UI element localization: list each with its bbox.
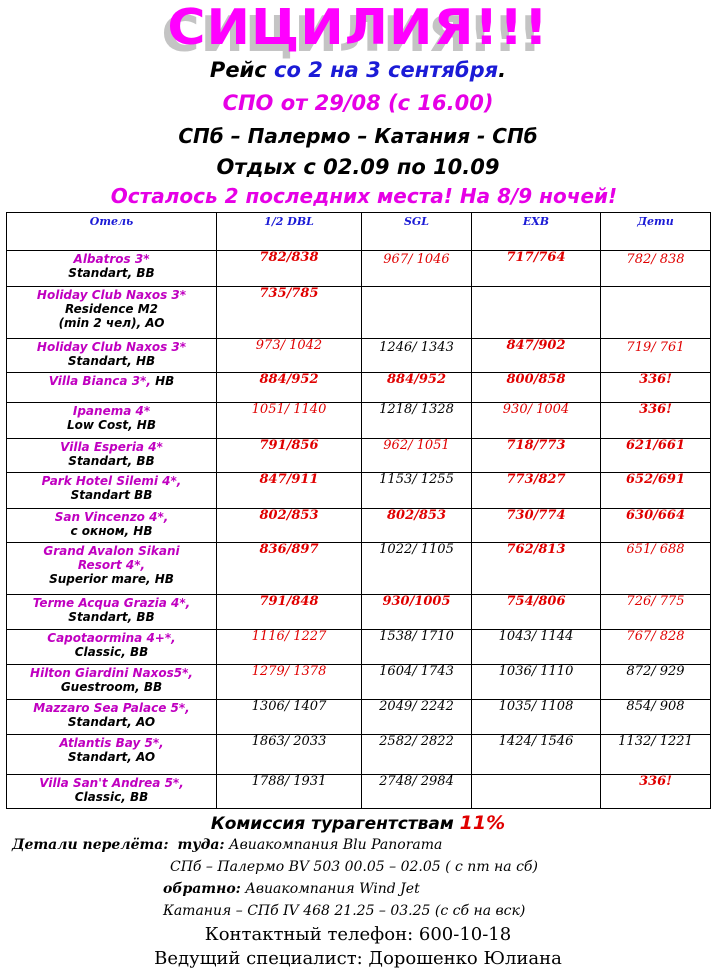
hotel-cell [7, 473, 217, 509]
hotel-name: Villa Esperia 4* [60, 440, 163, 454]
availability-line: Осталось 2 последних места! На 8/9 ночей! [110, 184, 618, 208]
price-kids: 630/664 [601, 509, 711, 543]
stay-dates-line: Отдых с 02.09 по 10.09 [216, 155, 500, 179]
price-exb: 754/806 [472, 595, 601, 630]
commission-percent: 11% [459, 812, 506, 834]
price-dbl: 1306/ 1407 [217, 700, 362, 735]
hotel-room-type: Superior mare, HB [49, 572, 174, 586]
table-header-row [7, 213, 711, 251]
hotel-room-type: Standart BB [70, 488, 153, 502]
table-row [7, 509, 711, 543]
hotel-cell [7, 630, 217, 665]
hotel-cell [7, 373, 217, 403]
price-exb: 762/813 [472, 543, 601, 595]
commission-line [0, 812, 716, 834]
hotel-name: Grand Avalon Sikani Resort 4*, [43, 544, 180, 572]
hotel-name: San Vincenzo 4*, [54, 510, 169, 524]
table-row [7, 373, 711, 403]
hotel-name: Albatros 3* [73, 252, 150, 266]
table-row [7, 775, 711, 809]
table-row [7, 665, 711, 700]
price-sgl: 802/853 [362, 509, 472, 543]
table-row [7, 287, 711, 339]
price-sgl: 2049/ 2242 [362, 700, 472, 735]
table-row [7, 700, 711, 735]
price-dbl: 1788/ 1931 [217, 775, 362, 809]
col-header-exb: EXB [472, 213, 601, 251]
flight-dates-suffix: . [498, 58, 507, 82]
hotel-cell [7, 595, 217, 630]
hotel-name: Holiday Club Naxos 3* [36, 340, 187, 354]
table-row [7, 439, 711, 473]
route-line: СПб – Палермо – Катания - СПб [178, 124, 538, 148]
price-kids: 336! [601, 775, 711, 809]
price-sgl: 930/1005 [362, 595, 472, 630]
hotel-name: Atlantis Bay 5*, [59, 736, 164, 750]
table-row [7, 339, 711, 373]
price-sgl: 1218/ 1328 [362, 403, 472, 439]
price-dbl: 1116/ 1227 [217, 630, 362, 665]
hotel-room-type: Low Cost, HB [66, 418, 156, 432]
price-sgl: 967/ 1046 [362, 251, 472, 287]
hotel-room-type: Guestroom, BB [60, 680, 163, 694]
hotel-room-type: Standart, AO [67, 750, 156, 764]
price-sgl: 2748/ 2984 [362, 775, 472, 809]
hotel-room-type: Classic, BB [74, 790, 149, 804]
flight-back-label: обратно: [163, 881, 241, 897]
hotel-meal-plan: HB [150, 374, 175, 388]
hotel-name: Capotaormina 4+*, [47, 631, 176, 645]
price-exb: 730/774 [472, 509, 601, 543]
hotel-cell [7, 251, 217, 287]
flight-details-back [163, 881, 420, 897]
hotel-room-type: Standart, AO [67, 715, 156, 729]
price-exb [472, 775, 601, 809]
price-exb: 930/ 1004 [472, 403, 601, 439]
hotel-cell [7, 509, 217, 543]
price-exb: 1424/ 1546 [472, 735, 601, 775]
hotel-cell [7, 287, 217, 339]
price-exb: 847/902 [472, 339, 601, 373]
hotel-cell [7, 775, 217, 809]
price-dbl: 836/897 [217, 543, 362, 595]
price-kids: 854/ 908 [601, 700, 711, 735]
flight-dates-highlight: со 2 на 3 сентября [274, 58, 499, 82]
price-kids: 872/ 929 [601, 665, 711, 700]
price-sgl: 962/ 1051 [362, 439, 472, 473]
price-kids: 719/ 761 [601, 339, 711, 373]
flight-there-label: туда: [177, 837, 225, 853]
hotel-name: Villa Bianca 3*, HB [48, 374, 175, 388]
col-header-sgl: SGL [362, 213, 472, 251]
col-header-dbl: 1/2 DBL [217, 213, 362, 251]
hotel-room-type: Classic, BB [74, 645, 149, 659]
table-row [7, 630, 711, 665]
price-exb [472, 287, 601, 339]
title-text: СИЦИЛИЯ!!! [167, 0, 549, 57]
price-dbl: 802/853 [217, 509, 362, 543]
price-kids: 336! [601, 403, 711, 439]
price-kids: 621/661 [601, 439, 711, 473]
price-sgl: 884/952 [362, 373, 472, 403]
hotel-name: Mazzaro Sea Palace 5*, [33, 701, 190, 715]
hotel-name: Ipanema 4* [72, 404, 151, 418]
hotel-name: Villa San't Andrea 5*, [39, 776, 184, 790]
price-table [6, 212, 711, 809]
price-dbl: 1279/ 1378 [217, 665, 362, 700]
price-sgl: 1604/ 1743 [362, 665, 472, 700]
hotel-cell [7, 735, 217, 775]
table-row [7, 595, 711, 630]
col-header-hotel: Отель [7, 213, 217, 251]
price-sgl: 1246/ 1343 [362, 339, 472, 373]
flight-details-there [12, 837, 442, 853]
price-kids: 767/ 828 [601, 630, 711, 665]
hotel-cell [7, 439, 217, 473]
hotel-cell [7, 700, 217, 735]
hotel-room-type: с окном, HB [70, 524, 153, 538]
price-exb: 1043/ 1144 [472, 630, 601, 665]
table-row [7, 735, 711, 775]
flight-dates-prefix: Рейс [209, 58, 275, 82]
price-exb: 1035/ 1108 [472, 700, 601, 735]
price-kids: 782/ 838 [601, 251, 711, 287]
price-kids: 1132/ 1221 [601, 735, 711, 775]
price-dbl: 1863/ 2033 [217, 735, 362, 775]
hotel-cell [7, 665, 217, 700]
price-dbl: 1051/ 1140 [217, 403, 362, 439]
flight-back-airline: Авиакомпания Wind Jet [240, 881, 420, 897]
col-header-kids: Дети [601, 213, 711, 251]
price-exb: 717/764 [472, 251, 601, 287]
hotel-cell [7, 403, 217, 439]
price-sgl [362, 287, 472, 339]
hotel-name: Holiday Club Naxos 3* [36, 288, 187, 302]
flight-back-route: Катания – СПб IV 468 21.25 – 03.25 (с сб на вск) [163, 903, 526, 919]
hotel-room-type: Residence M2 (min 2 чел), AO [58, 302, 165, 330]
table-row [7, 473, 711, 509]
price-dbl: 782/838 [217, 251, 362, 287]
hotel-room-type: Standart, BB [68, 454, 155, 468]
page-title [0, 0, 716, 56]
hotel-room-type: Standart, BB [68, 610, 155, 624]
flight-there-airline: Авиакомпания Blu Panorama [224, 837, 443, 853]
hotel-name: Park Hotel Silemi 4*, [41, 474, 182, 488]
commission-text: Комиссия турагентствам [210, 814, 460, 834]
hotel-room-type: Standart, BB [68, 266, 155, 280]
price-exb: 718/773 [472, 439, 601, 473]
flight-dates-line [0, 58, 716, 82]
price-dbl: 973/ 1042 [217, 339, 362, 373]
price-dbl: 735/785 [217, 287, 362, 339]
hotel-cell [7, 543, 217, 595]
price-kids: 726/ 775 [601, 595, 711, 630]
table-row [7, 543, 711, 595]
price-exb: 800/858 [472, 373, 601, 403]
price-dbl: 884/952 [217, 373, 362, 403]
hotel-name: Hilton Giardini Naxos5*, [30, 666, 193, 680]
price-kids: 651/ 688 [601, 543, 711, 595]
price-dbl: 791/856 [217, 439, 362, 473]
price-kids [601, 287, 711, 339]
price-kids: 336! [601, 373, 711, 403]
offer-line: СПО от 29/08 (с 16.00) [222, 91, 494, 115]
table-row [7, 251, 711, 287]
price-exb: 1036/ 1110 [472, 665, 601, 700]
price-exb: 773/827 [472, 473, 601, 509]
price-kids: 652/691 [601, 473, 711, 509]
hotel-room-type: Standart, HB [67, 354, 156, 368]
price-sgl: 1153/ 1255 [362, 473, 472, 509]
price-sgl: 2582/ 2822 [362, 735, 472, 775]
price-sgl: 1538/ 1710 [362, 630, 472, 665]
hotel-cell [7, 339, 217, 373]
flight-details-label: Детали перелёта: [12, 837, 169, 853]
price-dbl: 791/848 [217, 595, 362, 630]
table-row [7, 403, 711, 439]
price-dbl: 847/911 [217, 473, 362, 509]
price-sgl: 1022/ 1105 [362, 543, 472, 595]
contact-phone: Контактный телефон: 600-10-18 [204, 924, 512, 945]
flight-there-route: СПб – Палермо BV 503 00.05 – 02.05 ( с пт на сб) [170, 859, 538, 875]
table-body [7, 251, 711, 809]
lead-manager: Ведущий специалист: Дорошенко Юлиана [154, 948, 562, 969]
hotel-name: Terme Acqua Grazia 4*, [32, 596, 191, 610]
